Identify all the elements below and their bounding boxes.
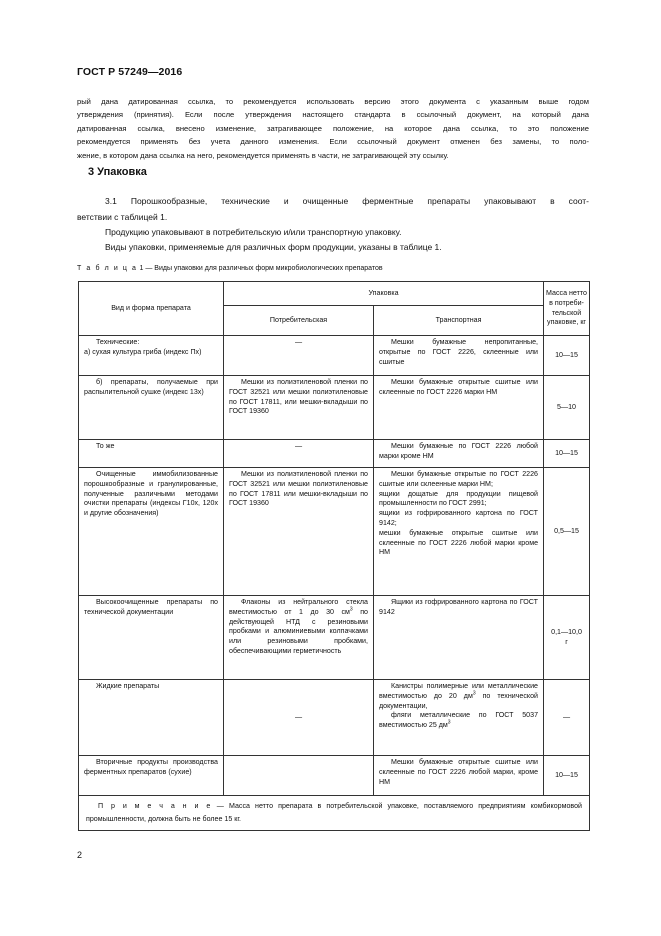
cell-text: по действующей НТД с резиновыми пробками и алюминиевыми колпачками или резиновыми пробками, обеспечивающими герметичность	[229, 607, 368, 655]
cell-text: Канистры полимерные или металлические вместимостью до 20 дм	[379, 682, 539, 700]
table-caption-prefix: Т а б л и ц а	[77, 265, 138, 272]
table-row	[79, 336, 590, 376]
cell-form: Высокоочищенные препараты по технической документации	[79, 596, 224, 680]
table-row	[79, 440, 590, 468]
cell-consumer: Мешки из полиэтиленовой пленки по ГОСТ 32521 или мешки полиэтиленовые по ГОСТ 17811, или мешки-вкладыши по ГОСТ 19360	[224, 376, 374, 440]
cell-form: Технические: а) сухая культура гриба (индекс Пх)	[79, 336, 224, 376]
cell-mass: —	[544, 680, 590, 756]
table-note	[79, 796, 590, 831]
cell-form: То же	[79, 440, 224, 468]
cell-form: Жидкие препараты	[79, 680, 224, 756]
cell-consumer: —	[224, 336, 374, 376]
cell-consumer: —	[224, 440, 374, 468]
para-line: ветствии с таблицей 1.	[77, 211, 168, 222]
table-caption	[77, 265, 383, 272]
cell-transport: Мешки бумажные открытые по ГОСТ 2226 сшитые или склеенные марки НМ; ящики дощатые для продукции пищевой промышленности по ГОСТ 2991; ящики из гофрированного картона по ГОСТ 9142; мешки бумажные открытые сшитые или склеенные по ГОСТ 2226 любой марки кроме НМ	[374, 468, 544, 596]
cell-text: Флаконы из нейтрального стекла вместимостью от 1 до 30 см	[229, 598, 368, 616]
page-number: 2	[77, 850, 83, 860]
cell-transport: Мешки бумажные открытые сшитые или склеенные по ГОСТ 2226 любой марки, кроме НМ	[374, 756, 544, 796]
cell-transport: Мешки бумажные по ГОСТ 2226 любой марки кроме НМ	[374, 440, 544, 468]
cell-form: б) препараты, получаемые при распылительной сушке (индекс 13х)	[79, 376, 224, 440]
superscript: 3	[349, 606, 353, 613]
document-header: ГОСТ Р 57249—2016	[77, 66, 183, 78]
section-paragraph-2: Продукцию упаковывают в потребительскую и/или транспортную упаковку.	[105, 227, 402, 237]
intro-line: утверждения (принятия). Если после утверждения настоящего стандарта в ссылочный документ, на который дана	[77, 110, 589, 120]
intro-paragraph	[77, 95, 589, 162]
table-row	[79, 468, 590, 596]
cell-consumer	[224, 596, 374, 680]
intro-line: жение, в котором дана ссылка на него, рекомендуется применять в части, не затрагивающей эту ссылку.	[77, 150, 449, 160]
cell-mass: 10—15	[544, 440, 590, 468]
cell-consumer	[224, 756, 374, 796]
packaging-table	[78, 281, 590, 831]
header-transport: Транспортная	[374, 306, 544, 336]
cell-form: Очищенные иммобилизованные порошкообразные и гранулированные, полученные различными методами очистки препараты (индексы Г10х, 120х и другие обозначения)	[79, 468, 224, 596]
cell-mass: 10—15	[544, 336, 590, 376]
cell-text: фляги металлические по ГОСТ 5037 вместимостью 25 дм	[379, 711, 539, 730]
intro-line: рый дана датированная ссылка, то рекомендуется использовать версию этого документа с указанным выше годом	[77, 97, 589, 106]
header-mass: Масса нетто в потреби-тельской упаковке, кг	[544, 282, 590, 336]
cell-consumer: Мешки из полиэтиленовой пленки по ГОСТ 32521 или мешки полиэтиленовые по ГОСТ 17811 или мешки-вкладыши по ГОСТ 19360	[224, 468, 374, 596]
section-title: 3 Упаковка	[88, 166, 147, 178]
cell-transport: Ящики из гофрированного картона по ГОСТ 9142	[374, 596, 544, 680]
cell-form: Вторичные продукты производства ферментных препаратов (сухие)	[79, 756, 224, 796]
cell-mass: 0,1—10,0 г	[544, 596, 590, 680]
cell-text: по технической документации,	[379, 691, 539, 710]
intro-line: датированная ссылка, внесено изменение, затрагивающее положение, на которое дана ссылка, то это положение	[77, 123, 589, 133]
table-note-row	[79, 796, 590, 831]
cell-transport	[374, 680, 544, 756]
cell-transport: Мешки бумажные открытые сшитые или склеенные по ГОСТ 2226 марки НМ	[374, 376, 544, 440]
header-consumer: Потребительская	[224, 306, 374, 336]
superscript: 3	[447, 719, 451, 726]
note-text: — Масса нетто препарата в потребительской упаковке, поставляемого предприятиям комбикормовой промышленности, должна быть не более 15 кг.	[86, 802, 583, 823]
section-paragraph-3: Виды упаковки, применяемые для различных форм продукции, указаны в таблице 1.	[105, 242, 442, 252]
note-prefix: П р и м е ч а н и е	[98, 802, 212, 810]
cell-consumer: —	[224, 680, 374, 756]
table-caption-text: 1 — Виды упаковки для различных форм микробиологических препаратов	[139, 265, 383, 272]
section-paragraph-1	[77, 194, 589, 225]
para-line: 3.1 Порошкообразные, технические и очищенные ферментные препараты упаковывают в соот-	[105, 196, 589, 206]
cell-transport: Мешки бумажные непропитанные, открытые по ГОСТ 2226, склеенные или сшитые	[374, 336, 544, 376]
table-row	[79, 680, 590, 756]
table-row	[79, 376, 590, 440]
header-packaging: Упаковка	[224, 282, 544, 306]
table-row	[79, 596, 590, 680]
intro-line: рекомендуется применять без учета данного изменения. Если ссылочный документ отменен без замены, то поло-	[77, 137, 589, 147]
table-row	[79, 756, 590, 796]
cell-mass: 0,5—15	[544, 468, 590, 596]
header-form: Вид и форма препарата	[79, 282, 224, 336]
cell-mass: 5—10	[544, 376, 590, 440]
cell-mass: 10—15	[544, 756, 590, 796]
superscript: 3	[472, 690, 476, 697]
